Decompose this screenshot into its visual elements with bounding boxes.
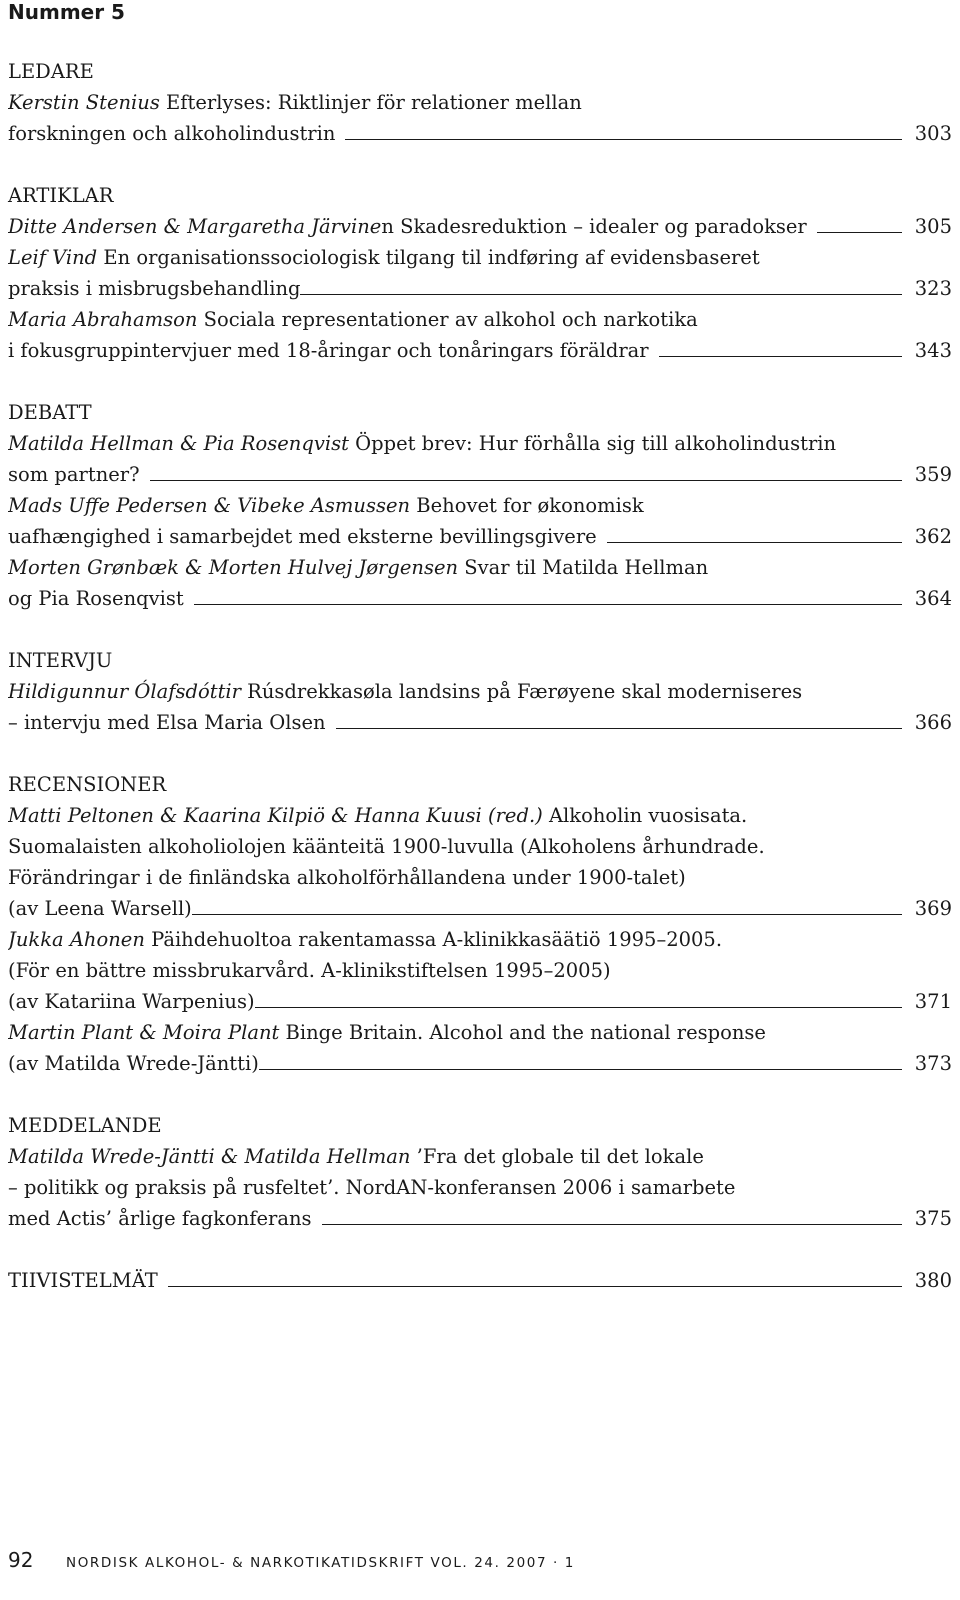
entry-text	[8, 835, 765, 858]
entry-title-line: uafhængighed i samarbejdet med eksterne bevillingsgivere	[8, 525, 597, 548]
entry-author: Hildigunnur Ólafsdóttir	[8, 680, 241, 703]
entry-text	[8, 118, 335, 149]
entry-author: Maria Abrahamson	[8, 308, 198, 331]
entry-author: Jukka Ahonen	[8, 928, 145, 951]
entry-title-line: Behovet for økonomisk	[416, 494, 644, 517]
entry-text	[8, 986, 255, 1017]
toc-entry	[8, 87, 952, 149]
page-number: 369	[914, 897, 952, 920]
entry-text	[8, 707, 326, 738]
section-heading: TIIVISTELMÄT	[8, 1269, 158, 1292]
toc-section	[8, 56, 952, 149]
entry-text	[8, 211, 807, 242]
entry-text	[8, 91, 582, 114]
entry-title-line: En organisationssociologisk tilgang til indføring af evidensbaseret	[103, 246, 760, 269]
page-title: Nummer 5	[8, 0, 125, 24]
page-number: 343	[914, 339, 952, 362]
entry-title-line: i fokusgruppintervjuer med 18-åringar och tonåringars föräldrar	[8, 339, 649, 362]
page-footer	[8, 1548, 952, 1572]
toc-entry	[8, 490, 952, 552]
toc-entry	[8, 924, 952, 1017]
toc-section	[8, 769, 952, 1079]
entry-author: Matti Peltonen & Kaarina Kilpiö & Hanna Kuusi (red.)	[8, 804, 543, 827]
leader-line	[259, 1069, 902, 1070]
entry-author: Matilda Hellman & Pia Rosenqvist	[8, 432, 349, 455]
entry-title-line: Suomalaisten alkoholiolojen käänteitä 1900-luvulla (Alkoholens århundrade.	[8, 835, 765, 858]
entry-title-line: – politikk og praksis på rusfeltet’. NordAN-konferansen 2006 i samarbete	[8, 1176, 736, 1199]
entry-text	[8, 459, 140, 490]
entry-text	[8, 583, 184, 614]
entry-title-line: ’Fra det globale til det lokale	[416, 1145, 704, 1168]
section-heading: LEDARE	[8, 60, 94, 83]
section-heading: INTERVJU	[8, 649, 113, 672]
page-number: 323	[914, 277, 952, 300]
page-number: 305	[914, 215, 952, 238]
entry-title-line: (För en bättre missbrukarvård. A-klinikstiftelsen 1995–2005)	[8, 959, 611, 982]
entry-author: Martin Plant & Moira Plant	[8, 1021, 280, 1044]
entry-text	[8, 308, 698, 331]
entry-title-line: med Actis’ årlige fagkonferans	[8, 1207, 312, 1230]
entry-text	[8, 494, 644, 517]
page-number: 303	[914, 122, 952, 145]
section-heading: ARTIKLAR	[8, 184, 114, 207]
entry-text	[8, 928, 722, 951]
entry-title-line: (av Katariina Warpenius)	[8, 990, 255, 1013]
entry-text	[8, 866, 686, 889]
entry-title-line: og Pia Rosenqvist	[8, 587, 184, 610]
page-number: 362	[914, 525, 952, 548]
entry-title-line: Svar til Matilda Hellman	[464, 556, 709, 579]
entry-author: Ditte Andersen & Margaretha Järvine	[8, 215, 382, 238]
entry-text	[8, 432, 836, 455]
entry-author: Morten Grønbæk & Morten Hulvej Jørgensen	[8, 556, 459, 579]
section-heading: DEBATT	[8, 401, 92, 424]
entry-title-line: Sociala representationer av alkohol och narkotika	[203, 308, 698, 331]
entry-title-line: (av Matilda Wrede-Jäntti)	[8, 1052, 259, 1075]
entry-text	[8, 273, 300, 304]
toc-entry	[8, 428, 952, 490]
toc-entry	[8, 304, 952, 366]
leader-line	[607, 542, 902, 543]
entry-title-line: praksis i misbrugsbehandling	[8, 277, 301, 300]
entry-title-line: (av Leena Warsell)	[8, 897, 192, 920]
leader-line	[336, 728, 902, 729]
toc-entry	[8, 211, 952, 242]
page-number: 359	[914, 463, 952, 486]
entry-text	[8, 556, 708, 579]
leader-line	[817, 232, 902, 233]
section-heading: RECENSIONER	[8, 773, 167, 796]
leader-line	[150, 480, 902, 481]
entry-title-line: forskningen och alkoholindustrin	[8, 122, 336, 145]
entry-text	[8, 1021, 766, 1044]
toc-entry	[8, 676, 952, 738]
page-number: 371	[914, 990, 952, 1013]
toc-entry	[8, 1017, 952, 1079]
page-number: 375	[914, 1207, 952, 1230]
entry-title-line: Öppet brev: Hur förhålla sig till alkoholindustrin	[355, 432, 837, 455]
entry-author: Kerstin Stenius	[8, 91, 160, 114]
section-heading: MEDDELANDE	[8, 1114, 162, 1137]
table-of-contents	[8, 56, 952, 1327]
entry-title-line: Päihdehuoltoa rakentamassa A-klinikkasäätiö 1995–2005.	[151, 928, 723, 951]
toc-entry	[8, 800, 952, 924]
toc-section	[8, 1110, 952, 1234]
entry-title-line: Binge Britain. Alcohol and the national response	[285, 1021, 766, 1044]
leader-line	[300, 294, 902, 295]
entry-title-line: – intervju med Elsa Maria Olsen	[8, 711, 326, 734]
toc-section	[8, 180, 952, 366]
leader-line	[255, 1007, 902, 1008]
entry-text	[8, 680, 802, 703]
entry-text	[8, 1145, 704, 1168]
entry-title-line: som partner?	[8, 463, 140, 486]
toc-section	[8, 1265, 952, 1296]
toc-section	[8, 397, 952, 614]
leader-line	[192, 914, 902, 915]
entry-text	[8, 893, 192, 924]
toc-entry	[8, 1141, 952, 1234]
toc-entry	[8, 242, 952, 304]
leader-line	[345, 139, 902, 140]
leader-line	[322, 1224, 902, 1225]
entry-text	[8, 959, 611, 982]
entry-text	[8, 1203, 312, 1234]
entry-text	[8, 1048, 259, 1079]
leader-line	[659, 356, 902, 357]
entry-title-line: Förändringar i de finländska alkoholförhållandena under 1900-talet)	[8, 866, 686, 889]
entry-title-line: Efterlyses: Riktlinjer för relationer mellan	[166, 91, 582, 114]
entry-title-line: n Skadesreduktion – idealer og paradokser	[381, 215, 807, 238]
entry-title-line: Alkoholin vuosisata.	[548, 804, 748, 827]
entry-text	[8, 1176, 735, 1199]
entry-text	[8, 335, 649, 366]
page-number: 373	[914, 1052, 952, 1075]
toc-section	[8, 645, 952, 738]
toc-entry	[8, 1265, 952, 1296]
footer-journal-title: NORDISK ALKOHOL- & NARKOTIKATIDSKRIFT VOL. 24. 2007 · 1	[66, 1555, 575, 1571]
toc-entry	[8, 552, 952, 614]
page-number: 366	[914, 711, 952, 734]
entry-author: Leif Vind	[8, 246, 98, 269]
entry-title-line: Rúsdrekkasøla landsins på Færøyene skal moderniseres	[247, 680, 803, 703]
entry-text	[8, 521, 597, 552]
page-number: 380	[914, 1269, 952, 1292]
leader-line	[168, 1286, 902, 1287]
entry-text	[8, 804, 747, 827]
footer-page-number: 92	[8, 1548, 34, 1572]
entry-text	[8, 246, 760, 269]
entry-author: Mads Uffe Pedersen & Vibeke Asmussen	[8, 494, 411, 517]
page-number: 364	[914, 587, 952, 610]
leader-line	[194, 604, 902, 605]
entry-author: Matilda Wrede-Jäntti & Matilda Hellman	[8, 1145, 411, 1168]
